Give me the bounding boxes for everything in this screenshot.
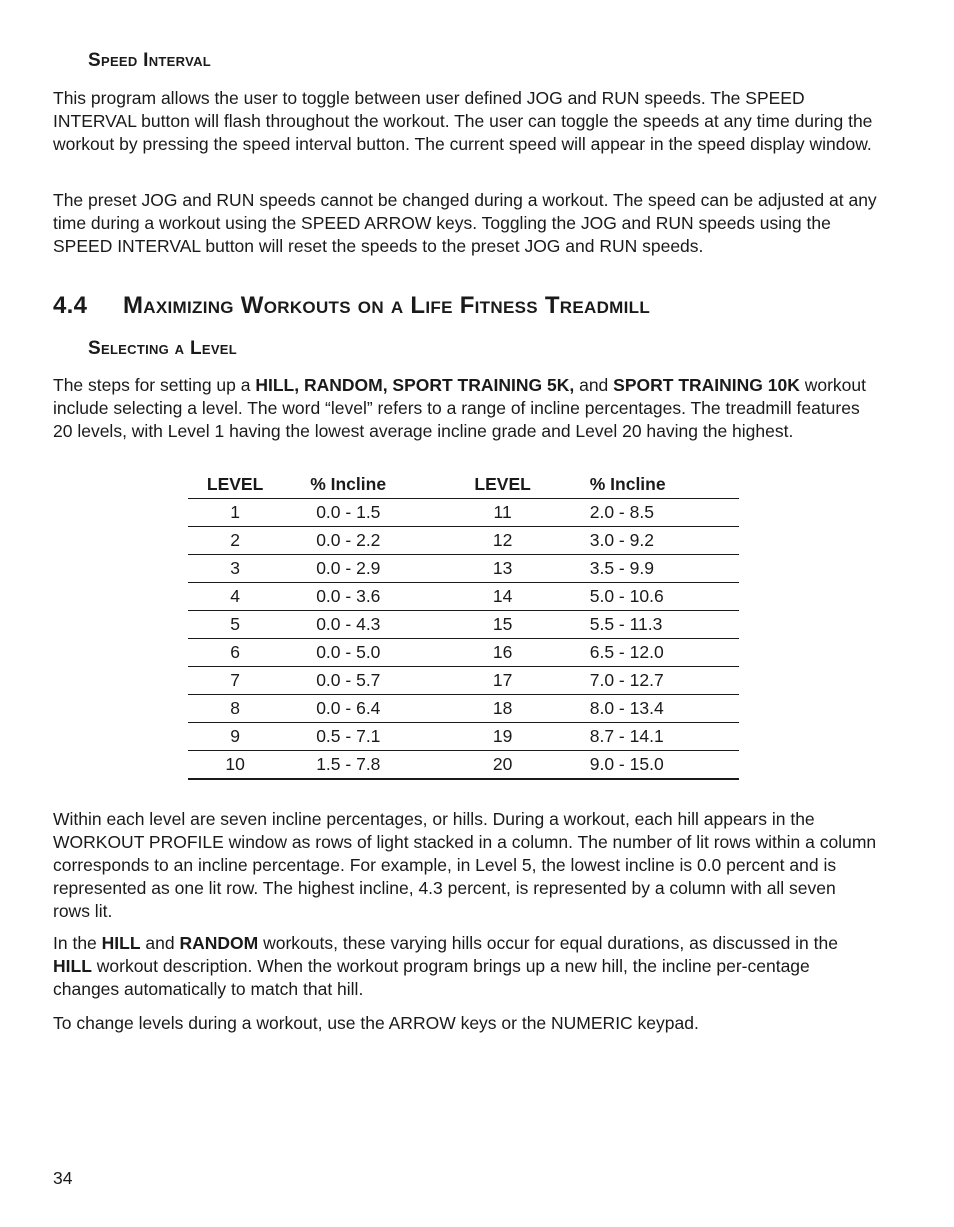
intro-end: workout include selecting a level. The word “level” refers to a range of incline percentages. The treadmill features 20 levels, with Level 1 having the lowest average incline grade and Level 20 having the highest. [53, 375, 867, 441]
incline-cell: 2.0 - 8.5 [550, 499, 739, 527]
incline-cell: 0.0 - 5.7 [282, 667, 455, 695]
speed-interval-paragraph-2: The preset JOG and RUN speeds cannot be changed during a workout. The speed can be adjusted at any time during a workout using the SPEED ARROW keys. Toggling the JOG and RUN speeds using the SPEED INTERVAL button will reset the speeds to the preset JOG and RUN speeds. [53, 190, 877, 256]
section-title: Maximizing Workouts on a Life Fitness Treadmill [123, 292, 651, 319]
intro-bold-programs: HILL, RANDOM, SPORT TRAINING 5K, [255, 375, 575, 395]
table-row [188, 695, 739, 723]
level-cell: 13 [456, 555, 550, 583]
para2-mid: workouts, these varying hills occur for equal durations, as discussed in the [258, 933, 838, 953]
incline-cell: 0.0 - 1.5 [282, 499, 455, 527]
incline-cell: 0.0 - 2.2 [282, 527, 455, 555]
incline-cell: 0.5 - 7.1 [282, 723, 455, 751]
incline-cell: 0.0 - 5.0 [282, 639, 455, 667]
level-cell: 3 [188, 555, 282, 583]
incline-cell: 3.5 - 9.9 [550, 555, 739, 583]
level-cell: 9 [188, 723, 282, 751]
level-cell: 16 [456, 639, 550, 667]
section-number: 4.4 [53, 292, 88, 319]
incline-cell: 7.0 - 12.7 [550, 667, 739, 695]
table-row [188, 499, 739, 527]
para2-end: workout description. When the workout program brings up a new hill, the incline per-centage changes automatically to match that hill. [53, 956, 810, 999]
hills-paragraph-3: To change levels during a workout, use the ARROW keys or the NUMERIC keypad. [53, 1013, 699, 1033]
table-row [188, 723, 739, 751]
table-header-row [188, 471, 739, 499]
header-level-1: LEVEL [188, 471, 282, 499]
para2-bold-random: RANDOM [179, 933, 259, 953]
para2-start: In the [53, 933, 102, 953]
table-row [188, 527, 739, 555]
section-heading [53, 292, 650, 320]
level-cell: 7 [188, 667, 282, 695]
speed-interval-paragraph-1: This program allows the user to toggle between user defined JOG and RUN speeds. The SPEED INTERVAL button will flash throughout the workout. The user can toggle the speeds at any time during the workout by pressing the speed interval button. The current speed will appear in the speed display window. [53, 88, 873, 154]
table-row [188, 611, 739, 639]
intro-bold-10k: SPORT TRAINING 10K [613, 375, 800, 395]
level-cell: 11 [456, 499, 550, 527]
page-number: 34 [53, 1168, 73, 1188]
level-cell: 15 [456, 611, 550, 639]
incline-cell: 3.0 - 9.2 [550, 527, 739, 555]
level-cell: 14 [456, 583, 550, 611]
incline-cell: 9.0 - 15.0 [550, 751, 739, 780]
header-incline-2: % Incline [550, 471, 739, 499]
level-cell: 20 [456, 751, 550, 780]
level-cell: 17 [456, 667, 550, 695]
level-cell: 18 [456, 695, 550, 723]
incline-cell: 5.0 - 10.6 [550, 583, 739, 611]
incline-cell: 0.0 - 3.6 [282, 583, 455, 611]
level-cell: 10 [188, 751, 282, 780]
header-level-2: LEVEL [456, 471, 550, 499]
level-cell: 5 [188, 611, 282, 639]
intro-start: The steps for setting up a [53, 375, 256, 395]
para2-bold-hill-2: HILL [53, 956, 92, 976]
incline-cell: 8.7 - 14.1 [550, 723, 739, 751]
header-incline-1: % Incline [282, 471, 455, 499]
hills-paragraph-2 [53, 932, 877, 1001]
level-cell: 1 [188, 499, 282, 527]
level-cell: 2 [188, 527, 282, 555]
incline-cell: 5.5 - 11.3 [550, 611, 739, 639]
incline-cell: 1.5 - 7.8 [282, 751, 455, 780]
incline-cell: 0.0 - 6.4 [282, 695, 455, 723]
table-row [188, 555, 739, 583]
selecting-level-heading: Selecting a Level [88, 338, 238, 359]
intro-and: and [574, 375, 614, 395]
para2-and: and [140, 933, 180, 953]
incline-cell: 6.5 - 12.0 [550, 639, 739, 667]
table-row [188, 751, 739, 780]
level-cell: 19 [456, 723, 550, 751]
level-cell: 4 [188, 583, 282, 611]
table-row [188, 667, 739, 695]
level-cell: 12 [456, 527, 550, 555]
level-incline-table [188, 471, 739, 780]
table-row [188, 639, 739, 667]
table-row [188, 583, 739, 611]
level-cell: 6 [188, 639, 282, 667]
level-cell: 8 [188, 695, 282, 723]
incline-cell: 0.0 - 4.3 [282, 611, 455, 639]
hills-paragraph-1: Within each level are seven incline percentages, or hills. During a workout, each hill appears in the WORKOUT PROFILE window as rows of light stacked in a column. The number of lit rows within a column corresponds to an incline percentage. For example, in Level 5, the lowest incline is 0.0 percent and is represented as one lit row. The highest incline, 4.3 percent, is represented by a column with all seven rows lit. [53, 809, 877, 921]
selecting-level-paragraph [53, 374, 877, 443]
incline-cell: 8.0 - 13.4 [550, 695, 739, 723]
para2-bold-hill: HILL [101, 933, 141, 953]
speed-interval-heading: Speed Interval [88, 50, 212, 71]
incline-cell: 0.0 - 2.9 [282, 555, 455, 583]
